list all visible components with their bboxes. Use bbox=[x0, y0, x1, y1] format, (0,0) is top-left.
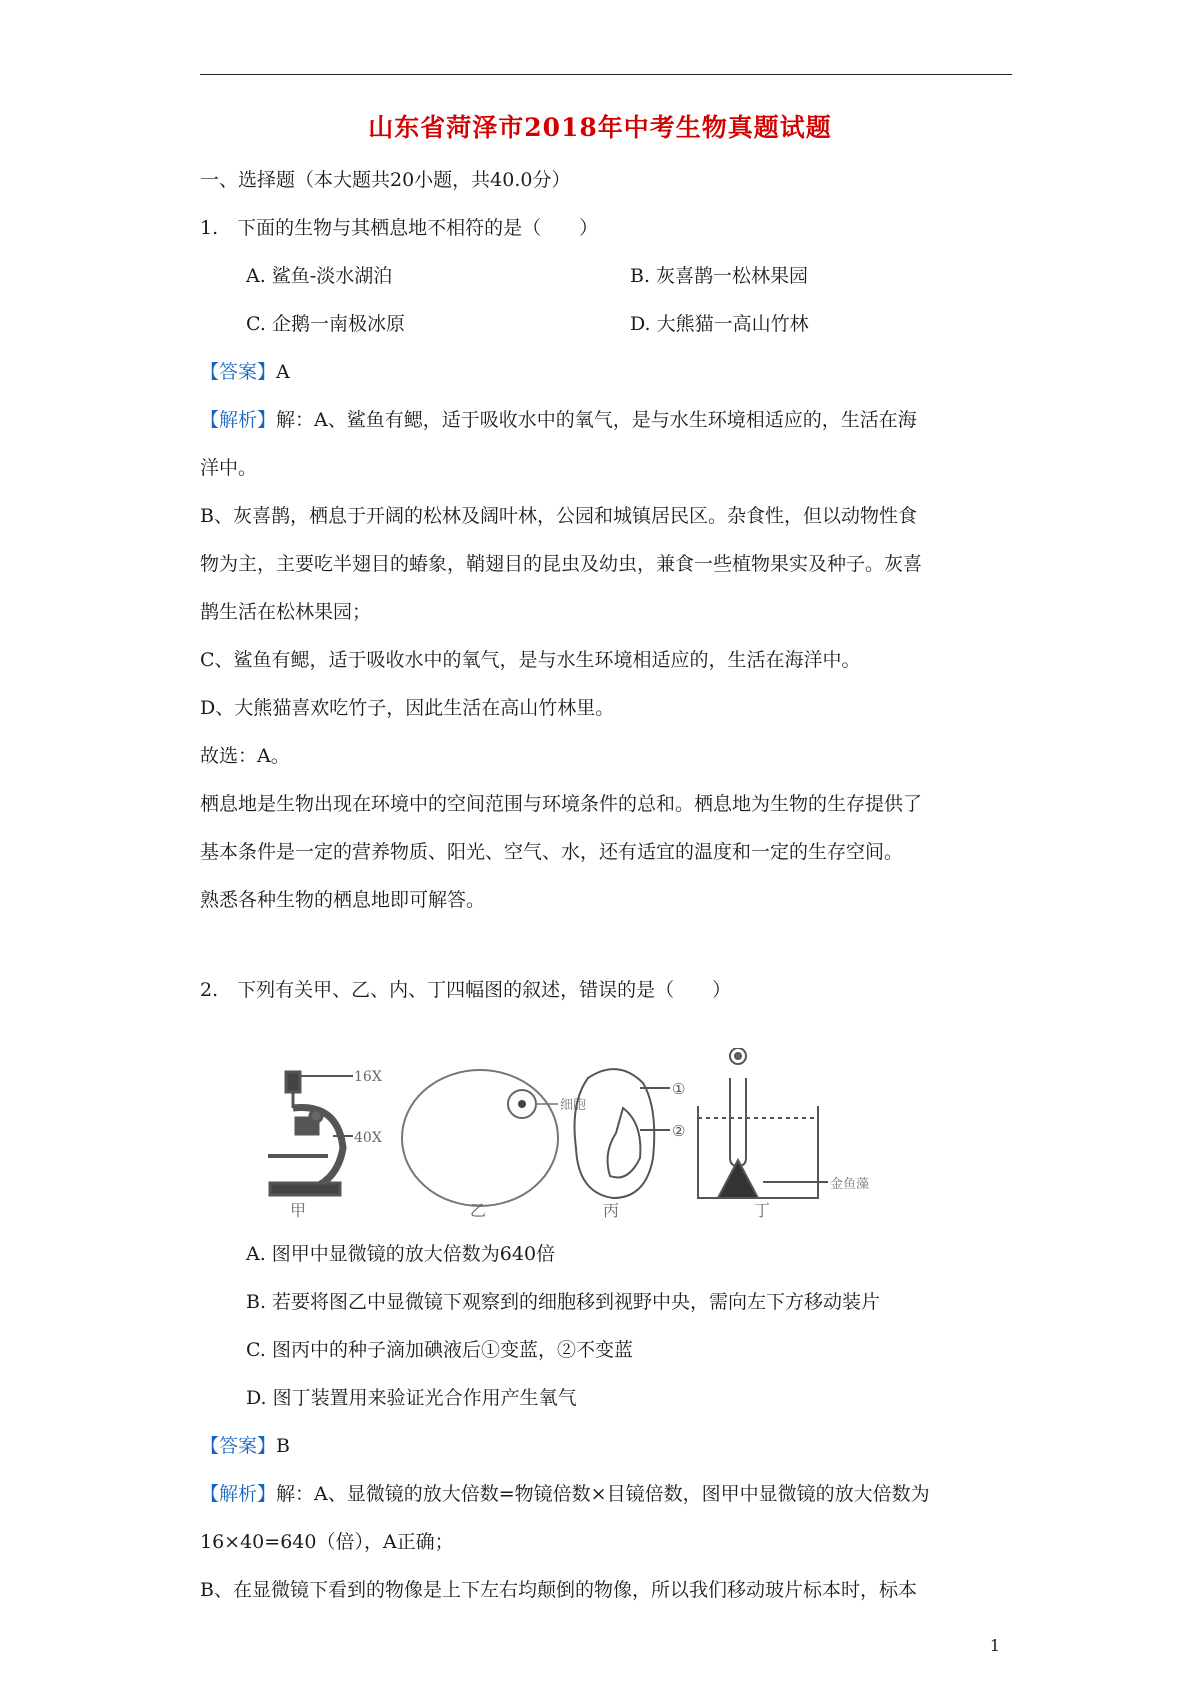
q2-analysis-line bbox=[200, 1482, 930, 1506]
q2-option-b: B. 若要将图乙中显微镜下观察到的细胞移到视野中央，需向左下方移动装片 bbox=[246, 1291, 881, 1313]
page-number: 1 bbox=[989, 1636, 1000, 1655]
q1-option-c: C. 企鹅一南极冰原 bbox=[246, 313, 405, 335]
q2-analysis-line: 16×40=640（倍），A正确； bbox=[200, 1531, 454, 1553]
q1-analysis-line: C、鲨鱼有鳃，适于吸收水中的氧气，是与水生环境相适应的，生活在海洋中。 bbox=[200, 649, 861, 671]
q1-analysis-line: 洋中。 bbox=[200, 457, 258, 479]
q2-analysis-line: B、在显微镜下看到的物像是上下左右均颠倒的物像，所以我们移动玻片标本时，标本 bbox=[200, 1579, 917, 1601]
label-2: ② bbox=[672, 1122, 686, 1140]
header-rule bbox=[200, 74, 1012, 75]
q1-stem: 1. 下面的生物与其栖息地不相符的是（ ） bbox=[200, 217, 599, 239]
seed-diagram bbox=[575, 1069, 671, 1198]
q1-option-a: A. 鲨鱼-淡水湖泊 bbox=[246, 265, 393, 287]
q1-analysis-line: 熟悉各种生物的栖息地即可解答。 bbox=[200, 889, 486, 911]
q1-analysis-line bbox=[200, 408, 917, 432]
q1-analysis-line: B、灰喜鹊，栖息于开阔的松林及阔叶林，公园和城镇居民区。杂食性，但以动物性食 bbox=[200, 505, 917, 527]
photosynthesis-apparatus-diagram bbox=[698, 1048, 828, 1198]
q1-option-d: D. 大熊猫一高山竹林 bbox=[630, 313, 809, 335]
q2-option-d: D. 图丁装置用来验证光合作用产生氧气 bbox=[246, 1387, 577, 1409]
q1-answer bbox=[200, 360, 290, 384]
page-title: 山东省菏泽市2018年中考生物真题试题 bbox=[368, 113, 832, 142]
q1-analysis-line: 物为主，主要吃半翅目的蝽象，鞘翅目的昆虫及幼虫，兼食一些植物果实及种子。灰喜 bbox=[200, 553, 923, 575]
label-plant: 金鱼藻 bbox=[830, 1177, 870, 1192]
answer-tag: 【答案】 bbox=[200, 1435, 277, 1457]
label-40x: 40X bbox=[354, 1130, 382, 1146]
analysis-text: 解：A、显微镜的放大倍数=物镜倍数×目镜倍数，图甲中显微镜的放大倍数为 bbox=[276, 1483, 930, 1505]
q1-analysis-line: D、大熊猫喜欢吃竹子，因此生活在高山竹林里。 bbox=[200, 697, 615, 719]
q2-figure bbox=[258, 1048, 948, 1218]
analysis-text: 解：A、鲨鱼有鳃，适于吸收水中的氧气，是与水生环境相适应的，生活在海 bbox=[276, 409, 917, 431]
label-1: ① bbox=[672, 1080, 686, 1098]
label-16x: 16X bbox=[354, 1069, 382, 1085]
caption-b: 乙 bbox=[470, 1201, 487, 1218]
answer-value: A bbox=[276, 361, 290, 383]
q2-option-a: A. 图甲中显微镜的放大倍数为640倍 bbox=[246, 1243, 556, 1265]
section-heading: 一、选择题（本大题共20小题，共40.0分） bbox=[200, 169, 571, 191]
q2-option-c: C. 图丙中的种子滴加碘液后①变蓝，②不变蓝 bbox=[246, 1339, 633, 1361]
q1-analysis-line: 基本条件是一定的营养物质、阳光、空气、水，还有适宜的温度和一定的生存空间。 bbox=[200, 841, 904, 863]
field-of-view-diagram bbox=[402, 1070, 558, 1206]
answer-tag: 【答案】 bbox=[200, 361, 277, 383]
caption-c: 丙 bbox=[603, 1201, 620, 1218]
analysis-tag: 【解析】 bbox=[200, 1483, 277, 1505]
q2-answer bbox=[200, 1434, 290, 1458]
q1-analysis-line: 鹊生活在松林果园； bbox=[200, 601, 372, 623]
caption-a: 甲 bbox=[290, 1201, 307, 1218]
caption-d: 丁 bbox=[754, 1201, 771, 1218]
analysis-tag: 【解析】 bbox=[200, 409, 277, 431]
label-cell: 细胞 bbox=[560, 1098, 587, 1113]
microscope-diagram bbox=[268, 1072, 353, 1195]
q2-stem: 2. 下列有关甲、乙、内、丁四幅图的叙述，错误的是（ ） bbox=[200, 979, 732, 1001]
answer-value: B bbox=[276, 1435, 290, 1457]
q1-analysis-line: 故选：A。 bbox=[200, 745, 290, 767]
q1-option-b: B. 灰喜鹊一松林果园 bbox=[630, 265, 809, 287]
q1-analysis-line: 栖息地是生物出现在环境中的空间范围与环境条件的总和。栖息地为生物的生存提供了 bbox=[200, 793, 923, 815]
